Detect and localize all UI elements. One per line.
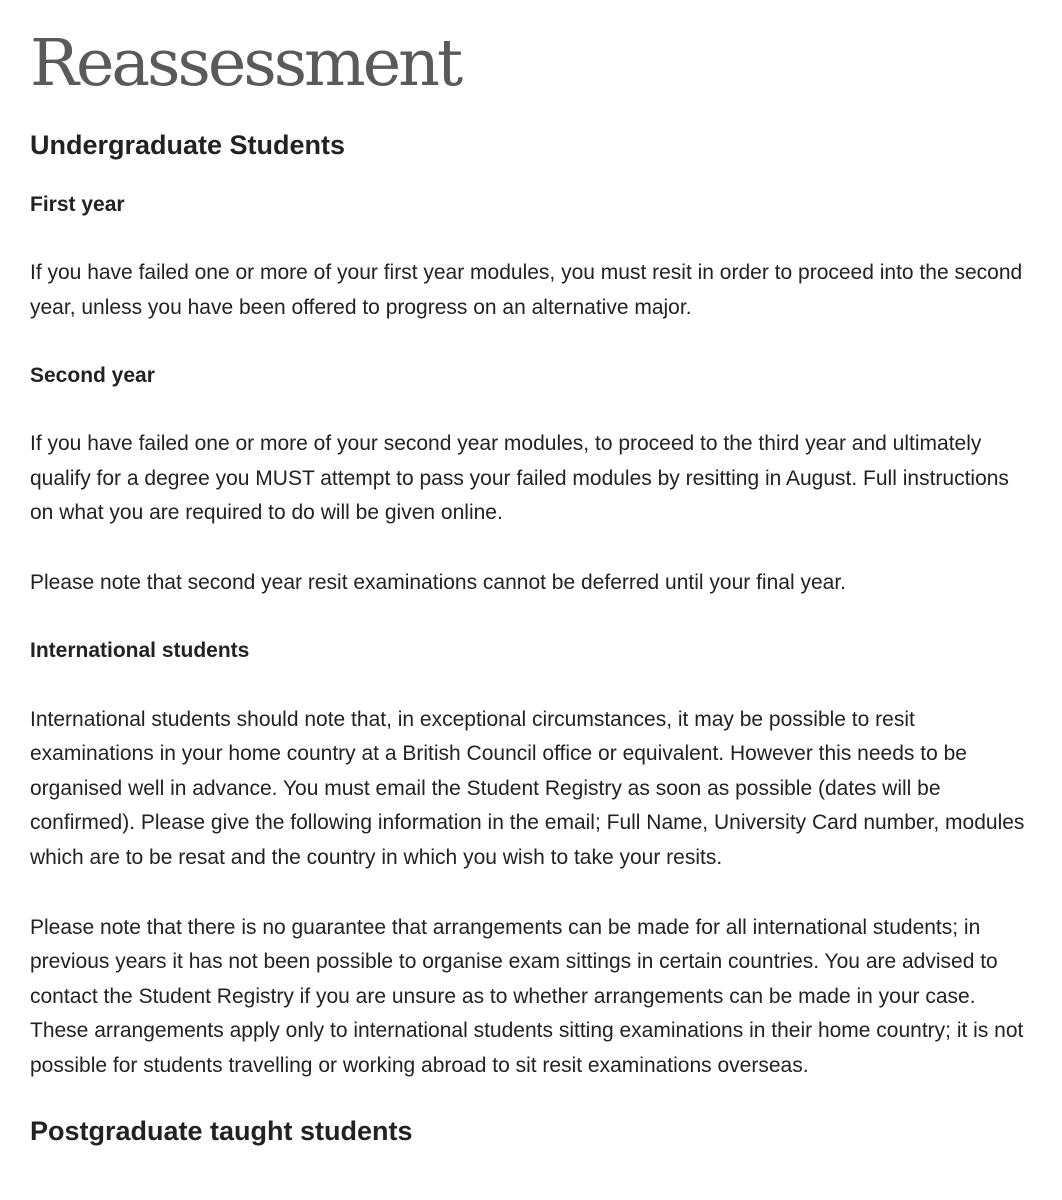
first-year-heading: First year — [30, 193, 125, 216]
first-year-section — [30, 190, 1034, 325]
international-paragraph-1: International students should note that, in exceptional circumstances, it may be possible to resit examinations in your home country at a British Council office or equivalent. However this needs to be organised well in advance. You must email the Student Registry as soon as possible (dates will be confirmed). Please give the following information in the email; Full Name, University Card number, modules which are to be resat and the country in which you wish to take your resits. — [30, 707, 1025, 869]
second-year-paragraph: If you have failed one or more of your second year modules, to proceed to the third year and ultimately qualify for a degree you MUST attempt to pass your failed modules by resitting in August. Full instructions on what you are required to do will be given online. — [30, 432, 1009, 525]
international-heading: International students — [30, 638, 250, 662]
international-section — [30, 636, 1034, 1084]
first-year-paragraph: If you have failed one or more of your first year modules, you must resit in order to proceed into the second year, unless you have been offered to progress on an alternative major. — [30, 261, 1023, 319]
page-title: Reassessment — [30, 26, 461, 101]
second-year-heading: Second year — [30, 364, 155, 388]
postgraduate-heading: Postgraduate taught students — [30, 1115, 413, 1146]
second-year-section — [30, 361, 1034, 600]
second-year-note: Please note that second year resit examinations cannot be deferred until your final year. — [30, 570, 846, 594]
international-paragraph-2: Please note that there is no guarantee that arrangements can be made for all international students; in previous years it has not been possible to organise exam sittings in certain countries. You are advised to contact the Student Registry if you are unsure as to whether arrangements can be made in your case. These arrangements apply only to international students sitting examinations in their home country; it is not possible for students travelling or working abroad to sit resit examinations overseas. — [30, 915, 1024, 1077]
undergraduate-heading: Undergraduate Students — [30, 130, 346, 160]
